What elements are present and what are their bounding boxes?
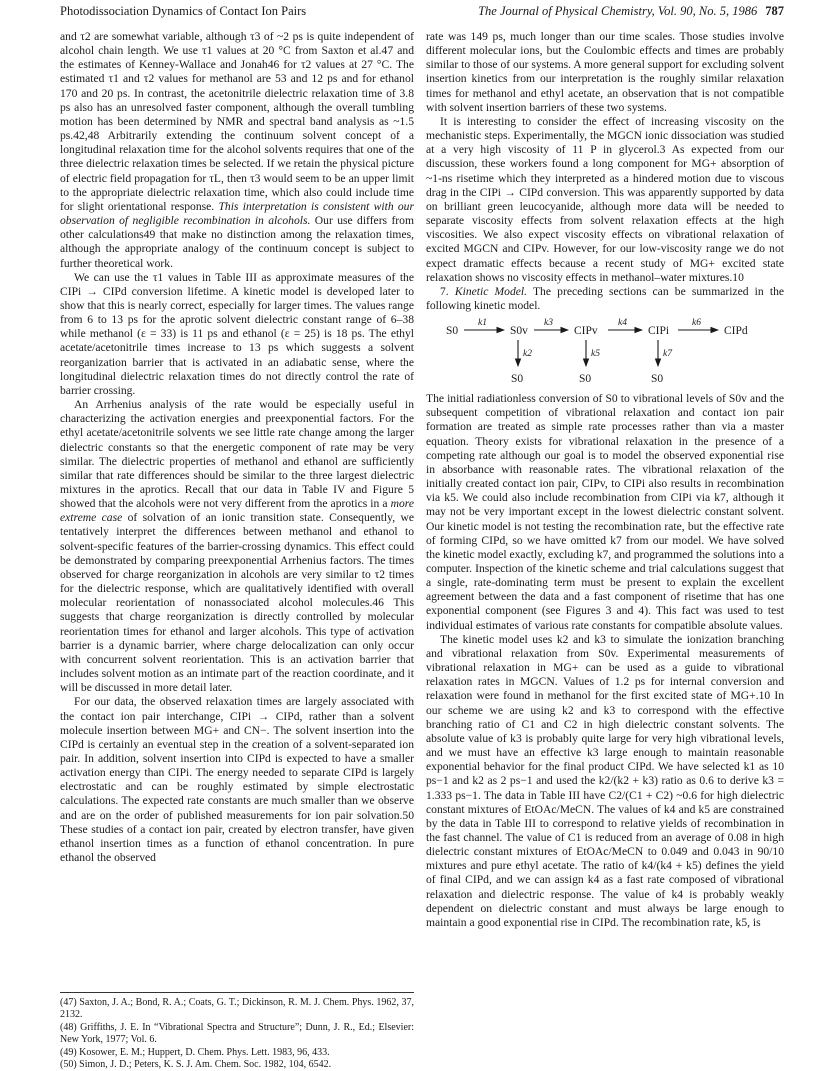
rate-k1: k1 bbox=[478, 318, 487, 329]
paragraph-5: The kinetic model uses k2 and k3 to simulate the ionization branching and vibrational relaxation from S0v. Experimental measurements of vibrational relaxation in MG+ can be used as a guide to vibrational relaxation rates in MGCN. Values of 1.2 ps for internal conversion and relaxation were found in methanol for the first excited state of MG+.10 In our scheme we are using k2 and k3 to correspond with the effective branching ratio of C1 and C2 in high dielectric constant solvents. The absolute value of k3 is probably quite large for very high vibrational levels, and we must have an effective k3 large enough to maintain reasonable exponential behavior for the final product CIPd. We have selected k1 as 10 ps−1 and k2 as 2 ps−1 and used the k2/(k2 + k3) ratio as 0.6 to derive k3 = 1.333 ps−1. The data in Table III have C2/(C1 + C2) ~0.6 for high dielectric constant mixtures of EtOAc/MeCN. The values of k4 and k5 are constrained by the data in Table III to correspond to relative yields of recombination in the fast channel. The value of C1 is reduced from an average of 0.08 in high dielectric constant mixtures of EtOAc/MeCN to 0.049 and 0.043 in 90/10 mixtures and pure ethyl acetate. The ratio of k4/(k4 + k5) defines the yield of final CIPd, and we can assign k4 as a fast rate composed of vibrational relaxation and dielectric response. The value of k4 is probably weakly dependent on dielectric constant and must always be large enough to maintain a good exponential rise in CIPd. The recombination rate, k5, is bbox=[426, 632, 784, 929]
product-s0: S0 bbox=[511, 373, 524, 386]
footnote-47: (47) Saxton, J. A.; Bond, R. A.; Coats, G. T.; Dickinson, R. M. J. Chem. Phys. 1962, 37, 2132. bbox=[60, 997, 414, 1021]
species-cipd: CIPd bbox=[724, 325, 748, 338]
rate-k4: k4 bbox=[618, 318, 627, 329]
running-header bbox=[60, 4, 784, 22]
emphasis: more extreme case bbox=[60, 497, 414, 525]
species-cipv: CIPv bbox=[574, 325, 598, 338]
footnote-49: (49) Kosower, E. M.; Huppert, D. Chem. Phys. Lett. 1983, 96, 433. bbox=[60, 1046, 330, 1058]
species-cipi: CIPi bbox=[648, 325, 670, 338]
page-number: 787 bbox=[765, 4, 784, 18]
footnote-50: (50) Simon, J. D.; Peters, K. S. J. Am. Chem. Soc. 1982, 104, 6542. bbox=[60, 1059, 332, 1071]
rate-k3: k3 bbox=[544, 318, 553, 329]
journal-citation: The Journal of Physical Chemistry, Vol. 90, No. 5, 1986 787 bbox=[478, 4, 784, 18]
species-s0v: S0v bbox=[510, 325, 528, 338]
paragraph-2: It is interesting to consider the effect of increasing viscosity on the mechanistic steps. Experimentally, the MGCN ionic dissociation was studied at a very high viscosity of 11 P in glycerol.3 As expected from our discussion, these workers found a long component for MG+ absorption of ~1-ns risetime which they interpreted as a hindered motion due to viscous drag in the CIPi → CIPd conversion. This was apparently supported by data on brilliant green leucocyanide, although more data will be needed to separate viscosity effects from solvent relaxation effects at the high viscosities. We also expect viscosity effects on vibrational relaxation of excited MGCN and CIPv. However, for our low-viscosity range we do not expect dramatic effects because a recent study of MG+ excited state relaxation shows no viscosity effects in methanol–water mixtures.10 bbox=[426, 114, 784, 284]
footnotes bbox=[60, 992, 414, 1071]
paragraph-3: An Arrhenius analysis of the rate would be especially useful in characterizing the activation energies and preexponential factors. For the ethyl acetate/acetonitrile solvents we see little rate change among the larger dielectric constants so that the energetic component of rate may be very similar. The dielectric properties of methanol and ethanol are sufficiently similar that rate differences should be similar to the three largest dielectric mixtures in the aprotics. Recall that our data in Table IV and Figure 5 showed that the alcohols were not very different from the aprotics in a more extreme case of solvation of an ionic transition state. Consequently, we tentatively interpret the differences between methanol and ethanol to solvent-specific features of the barrier-crossing dynamics. This effect could be demonstrated by comparing preexponential Arrhenius factors. The times observed for charge reorganization in alcohols are very similar to τ2 times for the dielectric response, which are qualitatively identified with overall molecular reorientation of nonassociated alcohol molecules.46 This suggests that charge reorganization is directly controlled by molecular reorientation times for ethanol and larger alcohols. This type of activation barrier is a dynamic barrier, where charge delocalization can only occur with concurrent solvent reorientation. This is an activation barrier that includes solvent motion as an intimate part of the reaction coordinate, and it will be discussed in more detail later. bbox=[60, 398, 414, 695]
rate-k2: k2 bbox=[523, 349, 532, 360]
product-s0: S0 bbox=[579, 373, 592, 386]
kinetic-scheme bbox=[426, 316, 784, 388]
product-s0: S0 bbox=[651, 373, 664, 386]
paragraph-2: We can use the τ1 values in Table III as approximate measures of the CIPi → CIPd conversion lifetime. A kinetic model is developed later to show that this is nearly correct, especially for larger times. The values range from 6 to 13 ps for the aprotic solvent dielectric constant range of 6–38 while methanol (ε = 33) is 11 ps and ethanol (ε = 25) is 18 ps. The ethyl acetate/acetonitrile times increase to 13 ps which suggests a solvent reorganization barrier that is activated in an adiabatic sense, where the longitudinal dielectric relaxation times do not directly control the rate of barrier crossing. bbox=[60, 270, 414, 397]
footnote-48: (48) Griffiths, J. E. In “Vibrational Spectra and Structure”; Dunn, J. R., Ed.; Elsevier: New York, 1977; Vol. 6. bbox=[60, 1021, 414, 1046]
right-column bbox=[426, 30, 784, 930]
emphasis: This interpretation is consistent with our observation of negligible recombination in alcohols. bbox=[60, 199, 414, 228]
rate-k7: k7 bbox=[663, 349, 672, 360]
paragraph-1: rate was 149 ps, much longer than our time scales. Those studies involve different molecular ions, but the Coulombic effects and times are probably similar to those of our systems. A more general support for excluding solvent insertion kinetics from our interpretation is the roughly similar relaxation times for methanol and ethyl acetate, an observation that is not compatible with solvent insertion barriers of these two systems. bbox=[426, 30, 784, 114]
paragraph-1: and τ2 are somewhat variable, although τ3 of ~2 ps is quite independent of alcohol chain length. We use τ1 values at 20 °C from Saxton et al.47 and the estimates of Kenney-Wallace and Jonah46 for τ2 values at 27 °C. The estimated τ1 and τ2 values for methanol are 53 and 12 ps and for ethanol 170 and 20 ps. In contrast, the acetonitrile dielectric relaxation time of 3.8 ps also has an unresolved faster component, although the overall tumbling motion has been determined by NMR and spectral band analysis as ~1.5 ps.42,48 Arbitrarily extending the continuum solvent concept of a longitudinal relaxation time for the alcohol solvents requires that one of the three dielectric relaxation times be selected. If we retain the physical picture of electric field propagation for τL, then τ3 would seem to be an upper limit to the appropriate dielectric relaxation time, which also could include time for slight orientational response. This interpretation is consistent with our observation of negligible recombination in alcohols. Our use differs from other calculations49 that make no distinction among the relaxation times, although the appropriate analogy of the continuum concept is subject to further theoretical work. bbox=[60, 30, 414, 270]
rate-k5: k5 bbox=[591, 349, 600, 360]
kinetic-scheme-diagram bbox=[426, 316, 784, 388]
left-column bbox=[60, 30, 414, 865]
footnote-rule bbox=[60, 992, 414, 993]
paragraph-3: 7. Kinetic Model. The preceding sections can be summarized in the following kinetic model. bbox=[426, 284, 785, 312]
running-title: Photodissociation Dynamics of Contact Ion Pairs bbox=[60, 4, 307, 18]
rate-k6: k6 bbox=[692, 318, 701, 329]
species-s0: S0 bbox=[446, 325, 459, 338]
paragraph-4: For our data, the observed relaxation times are largely associated with the contact ion pair interchange, CIPi → CIPd, rather than a solvent molecule insertion between MG+ and CN−. The solvent insertion into the CIPd is certainly an eventual step in the creation of a solvent-separated ion pair. In addition, solvent insertion into CIPd is expected to have a smaller activation energy than CIPi. The energy needed to separate CIPd is largely electrostatic and can be roughly estimated by simple electrostatic calculations. The expected rate constants are much smaller than we observe and are on the order of published measurements for ion pair solvation.50 These studies of a contact ion pair, created by electron transfer, have given ethanol insertion times as a function of ethanol concentration. In pure ethanol the observed bbox=[60, 695, 414, 865]
section-heading: Kinetic Model. bbox=[454, 284, 528, 298]
paragraph-4: The initial radiationless conversion of S0 to vibrational levels of S0v and the subsequent competition of vibrational relaxation and contact ion pair formation are treated as simple rate processes rather than via a master equation. Theory exists for vibrational relaxation in the presence of a competing rate although our goal is to model the observed exponential rise in absorbance with reasonable rates. The vibrational relaxation of the initially created contact ion pair, CIPv, to CIPi also results in recombination via k5. We could also include recombination from CIPi via k7, although it may not be very important except in the lowest dielectric constant solvent. Our kinetic model is not testing the recombination rate, but the effective rate of forming CIPd, so we have omitted k7 from our model. We have solved the kinetic model exactly, excluding k7, and programmed the solutions into a computer. Inspection of the kinetic scheme and trial calculations suggest that a single, rate-dominating term must be present to explain the excellent agreement between the data and a fast component of risetime that has one exponential component (see Figures 3 and 4). This fact was used to test individual estimates of various rate constants for compatible absolute values. bbox=[426, 392, 784, 632]
